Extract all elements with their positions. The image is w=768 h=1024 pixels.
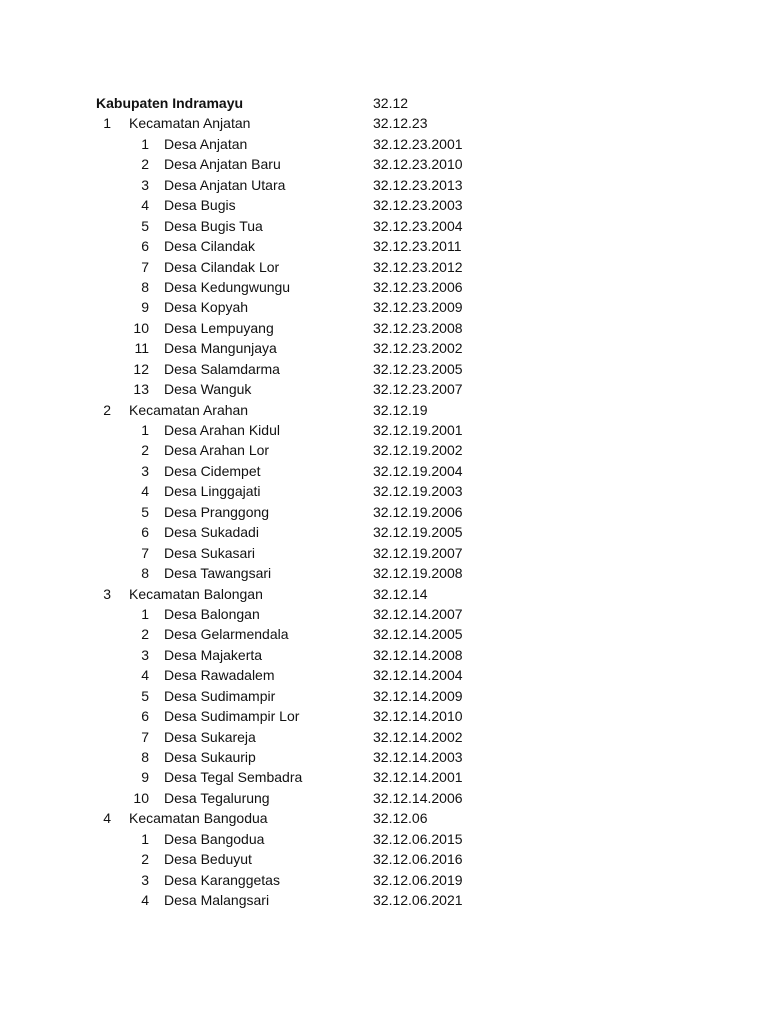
desa-number: 6	[141, 524, 149, 541]
desa-number: 2	[141, 156, 149, 173]
kecamatan-row	[0, 400, 768, 420]
desa-name: Desa Rawadalem	[164, 667, 275, 684]
desa-number: 4	[141, 197, 149, 214]
desa-number: 9	[141, 299, 149, 316]
desa-name: Desa Lempuyang	[164, 319, 274, 336]
kecamatan-code: 32.12.14	[373, 585, 428, 602]
desa-code: 32.12.19.2001	[373, 422, 463, 438]
desa-code: 32.12.23.2012	[373, 258, 463, 275]
desa-number: 5	[141, 217, 149, 234]
kecamatan-name: Kecamatan Bangodua	[129, 810, 268, 827]
desa-name: Desa Anjatan Utara	[164, 176, 286, 193]
desa-number: 10	[133, 319, 149, 336]
desa-row	[0, 706, 768, 726]
desa-row	[0, 461, 768, 481]
desa-row	[0, 870, 768, 890]
desa-number: 3	[141, 176, 149, 193]
desa-name: Desa Bugis Tua	[164, 217, 263, 234]
desa-row	[0, 440, 768, 460]
desa-number: 4	[141, 667, 149, 684]
desa-name: Desa Tawangsari	[164, 565, 272, 582]
desa-code: 32.12.23.2005	[373, 360, 463, 377]
desa-row	[0, 154, 768, 174]
desa-number: 12	[133, 360, 149, 377]
desa-row	[0, 257, 768, 277]
desa-number: 1	[141, 135, 149, 152]
desa-row	[0, 747, 768, 767]
desa-code: 32.12.14.2003	[373, 749, 463, 765]
desa-number: 2	[141, 442, 149, 459]
desa-code: 32.12.14.2007	[373, 605, 463, 622]
desa-number: 3	[141, 646, 149, 663]
kabupaten-row	[0, 93, 768, 113]
desa-code: 32.12.19.2002	[373, 442, 463, 459]
desa-number: 2	[141, 851, 149, 868]
desa-code: 32.12.14.2005	[373, 626, 463, 643]
desa-name: Desa Karanggetas	[164, 871, 280, 888]
kecamatan-row	[0, 584, 768, 604]
desa-number: 3	[141, 871, 149, 888]
desa-code: 32.12.14.2009	[373, 687, 463, 704]
desa-code: 32.12.14.2010	[373, 708, 463, 725]
kecamatan-name: Kecamatan Balongan	[129, 585, 263, 602]
desa-code: 32.12.23.2002	[373, 340, 463, 357]
desa-number: 8	[141, 278, 149, 295]
desa-name: Desa Malangsari	[164, 892, 270, 909]
desa-row	[0, 665, 768, 685]
desa-code: 32.12.19.2004	[373, 462, 463, 479]
desa-name: Desa Bugis	[164, 197, 236, 214]
kecamatan-number: 4	[103, 810, 111, 827]
desa-code: 32.12.06.2016	[373, 851, 463, 868]
desa-row	[0, 604, 768, 624]
desa-row	[0, 502, 768, 522]
desa-name: Desa Tegalurung	[164, 789, 270, 806]
desa-row	[0, 890, 768, 910]
desa-row	[0, 686, 768, 706]
desa-code: 32.12.23.2003	[373, 197, 463, 214]
desa-row	[0, 849, 768, 869]
desa-row	[0, 216, 768, 236]
desa-row	[0, 481, 768, 501]
desa-number: 5	[141, 503, 149, 520]
desa-code: 32.12.23.2007	[373, 381, 463, 398]
desa-row	[0, 379, 768, 399]
desa-code: 32.12.19.2005	[373, 524, 463, 541]
desa-code: 32.12.06.2019	[373, 871, 463, 888]
desa-number: 4	[141, 892, 149, 909]
desa-name: Desa Linggajati	[164, 483, 261, 500]
desa-name: Desa Sudimampir Lor	[164, 708, 300, 725]
desa-code: 32.12.19.2007	[373, 544, 463, 561]
desa-row	[0, 563, 768, 583]
desa-row	[0, 420, 768, 440]
desa-number: 1	[141, 830, 149, 847]
desa-code: 32.12.23.2008	[373, 319, 463, 336]
desa-code: 32.12.14.2006	[373, 789, 463, 806]
desa-number: 1	[141, 422, 149, 438]
desa-name: Desa Tegal Sembadra	[164, 769, 303, 786]
desa-code: 32.12.14.2001	[373, 769, 463, 786]
desa-row	[0, 236, 768, 256]
desa-number: 6	[141, 238, 149, 255]
desa-name: Desa Arahan Kidul	[164, 422, 280, 438]
desa-name: Desa Anjatan	[164, 135, 248, 152]
kecamatan-row	[0, 808, 768, 828]
desa-row	[0, 727, 768, 747]
desa-name: Desa Beduyut	[164, 851, 252, 868]
desa-number: 4	[141, 483, 149, 500]
desa-row	[0, 543, 768, 563]
desa-code: 32.12.23.2006	[373, 278, 463, 295]
desa-name: Desa Cidempet	[164, 462, 261, 479]
desa-name: Desa Cilandak	[164, 238, 256, 255]
desa-code: 32.12.23.2004	[373, 217, 463, 234]
desa-code: 32.12.19.2006	[373, 503, 463, 520]
desa-name: Desa Sudimampir	[164, 687, 276, 704]
desa-number: 8	[141, 749, 149, 765]
desa-number: 7	[141, 728, 149, 745]
desa-name: Desa Gelarmendala	[164, 626, 289, 643]
desa-row	[0, 788, 768, 808]
kecamatan-name: Kecamatan Arahan	[129, 401, 249, 418]
desa-name: Desa Cilandak Lor	[164, 258, 280, 275]
kecamatan-name: Kecamatan Anjatan	[129, 115, 251, 132]
kecamatan-number: 1	[103, 115, 111, 132]
desa-number: 11	[134, 340, 149, 357]
kecamatan-number: 2	[103, 401, 111, 418]
desa-code: 32.12.06.2015	[373, 830, 463, 847]
kecamatan-number: 3	[103, 585, 111, 602]
desa-row	[0, 829, 768, 849]
desa-code: 32.12.23.2010	[373, 156, 463, 173]
desa-row	[0, 195, 768, 215]
desa-row	[0, 522, 768, 542]
desa-row	[0, 767, 768, 787]
region-code-list	[0, 93, 768, 911]
desa-number: 2	[141, 626, 149, 643]
desa-code: 32.12.19.2008	[373, 565, 463, 582]
desa-row	[0, 359, 768, 379]
kabupaten-name: Kabupaten Indramayu	[96, 95, 244, 111]
desa-name: Desa Kedungwungu	[164, 278, 291, 295]
desa-name: Desa Sukaurip	[164, 749, 256, 765]
desa-row	[0, 624, 768, 644]
desa-name: Desa Anjatan Baru	[164, 156, 281, 173]
desa-code: 32.12.23.2011	[373, 238, 462, 255]
desa-name: Desa Wanguk	[164, 381, 252, 398]
desa-number: 7	[141, 258, 149, 275]
desa-code: 32.12.23.2001	[373, 135, 463, 152]
desa-code: 32.12.14.2002	[373, 728, 463, 745]
desa-name: Desa Kopyah	[164, 299, 249, 316]
desa-code: 32.12.23.2009	[373, 299, 463, 316]
desa-number: 9	[141, 769, 149, 786]
desa-number: 5	[141, 687, 149, 704]
desa-row	[0, 134, 768, 154]
kabupaten-code: 32.12	[373, 95, 409, 111]
desa-number: 3	[141, 462, 149, 479]
desa-row	[0, 338, 768, 358]
desa-name: Desa Salamdarma	[164, 360, 280, 377]
desa-code: 32.12.23.2013	[373, 176, 463, 193]
desa-number: 7	[141, 544, 149, 561]
desa-code: 32.12.14.2008	[373, 646, 463, 663]
desa-row	[0, 175, 768, 195]
desa-code: 32.12.14.2004	[373, 667, 463, 684]
desa-name: Desa Sukasari	[164, 544, 256, 561]
desa-number: 6	[141, 708, 149, 725]
desa-row	[0, 277, 768, 297]
desa-name: Desa Sukareja	[164, 728, 256, 745]
kecamatan-code: 32.12.19	[373, 401, 428, 418]
desa-number: 13	[133, 381, 149, 398]
desa-number: 10	[133, 789, 149, 806]
desa-row	[0, 297, 768, 317]
desa-number: 1	[141, 605, 149, 622]
desa-number: 8	[141, 565, 149, 582]
desa-name: Desa Arahan Lor	[164, 442, 270, 459]
desa-row	[0, 318, 768, 338]
desa-name: Desa Sukadadi	[164, 524, 259, 541]
desa-code: 32.12.19.2003	[373, 483, 463, 500]
desa-row	[0, 645, 768, 665]
desa-name: Desa Majakerta	[164, 646, 263, 663]
desa-code: 32.12.06.2021	[373, 892, 463, 909]
kecamatan-row	[0, 113, 768, 133]
desa-name: Desa Mangunjaya	[164, 340, 277, 357]
kecamatan-code: 32.12.23	[373, 115, 428, 132]
kecamatan-code: 32.12.06	[373, 810, 428, 827]
desa-name: Desa Pranggong	[164, 503, 270, 520]
desa-name: Desa Bangodua	[164, 830, 265, 847]
desa-name: Desa Balongan	[164, 605, 260, 622]
